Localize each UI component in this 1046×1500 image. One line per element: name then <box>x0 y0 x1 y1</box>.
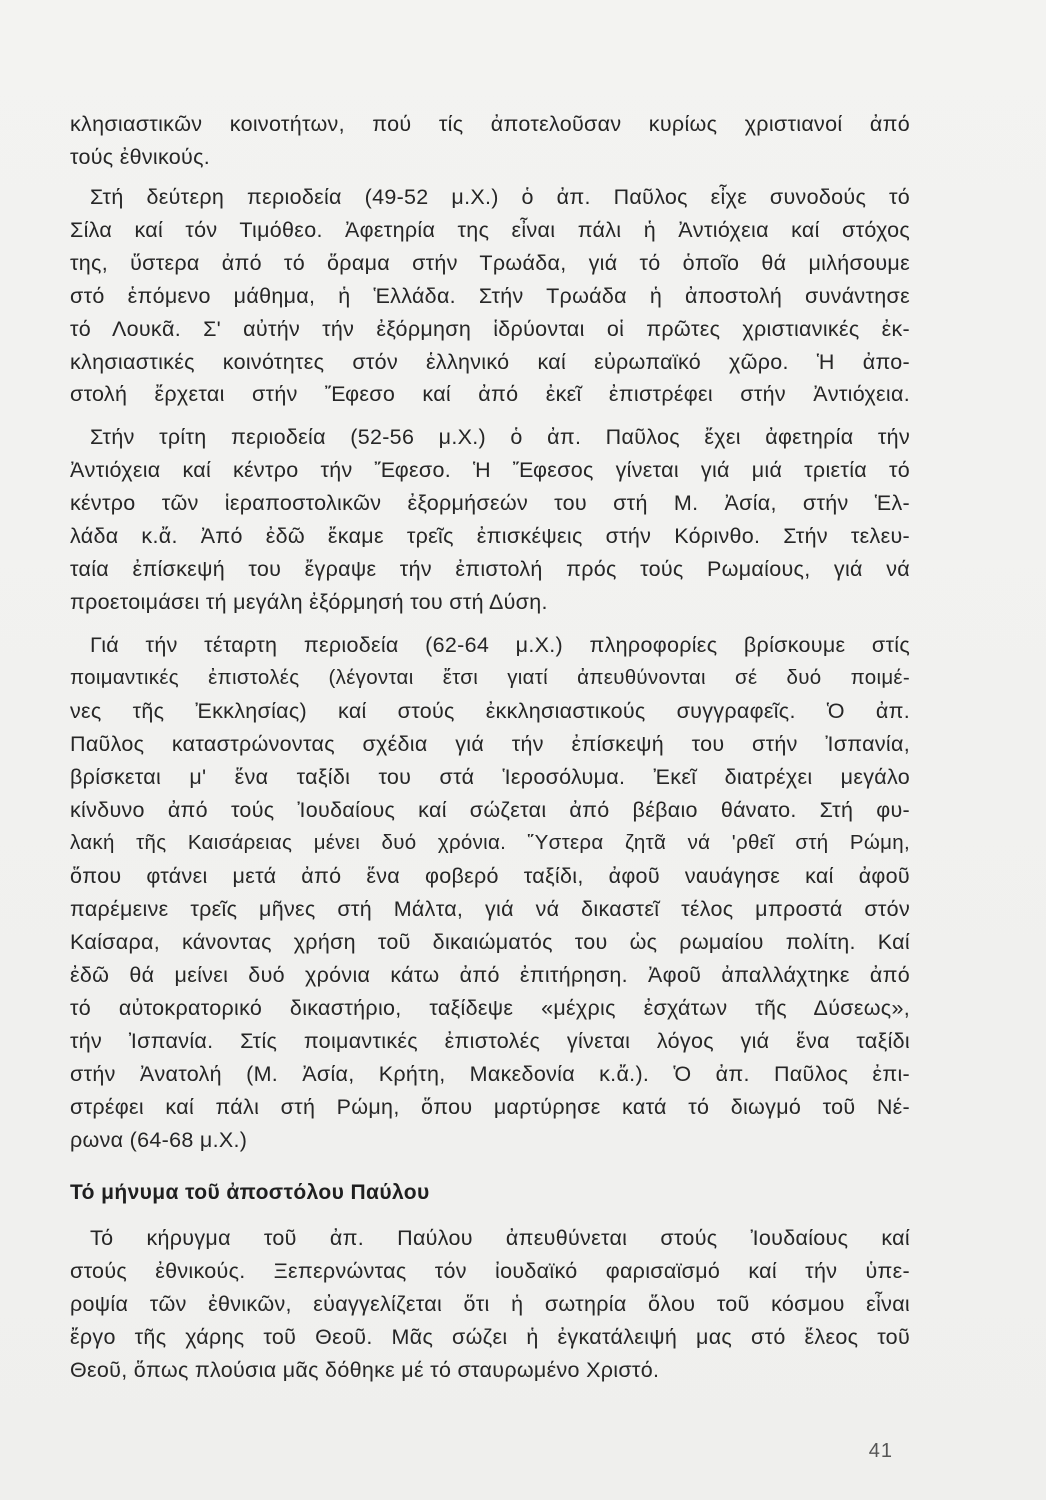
text-line: λακή τῆς Καισάρειας μένει δυό χρόνια. Ὕστερα ζητᾶ νά 'ρθεῖ στή Ρώμη, <box>70 831 910 854</box>
text-line: ποιμαντικές ἐπιστολές (λέγονται ἔτσι γιατί ἀπευθύνονται σέ δυό ποιμέ- <box>70 666 910 689</box>
text-line: τούς ἐθνικούς. <box>70 145 211 169</box>
page-number: 41 <box>868 1440 893 1462</box>
text-line: Σίλα καί τόν Τιμόθεο. Ἀφετηρία της εἶναι πάλι ἡ Ἀντιόχεια καί στόχος <box>70 218 910 242</box>
text-line: βρίσκεται μ' ἕνα ταξίδι του στά Ἱεροσόλυμα. Ἐκεῖ διατρέχει μεγάλο <box>70 765 910 789</box>
text-line: Ἀντιόχεια καί κέντρο τήν Ἔφεσο. Ἡ Ἔφεσος γίνεται γιά μιά τριετία τό <box>70 458 910 482</box>
text-line: τό αὐτοκρατορικό δικαστήριο, ταξίδεψε «μέχρις ἐσχάτων τῆς Δύσεως», <box>70 996 910 1020</box>
text-line: παρέμεινε τρεῖς μῆνες στή Μάλτα, γιά νά δικαστεῖ τέλος μπροστά στόν <box>70 897 910 921</box>
text-line: ταία ἐπίσκεψή του ἔγραψε τήν ἐπιστολή πρός τούς Ρωμαίους, γιά νά <box>70 557 910 581</box>
text-line: στρέφει καί πάλι στή Ρώμη, ὅπου μαρτύρησε κατά τό διωγμό τοῦ Νέ- <box>70 1095 910 1119</box>
text-line: νες τῆς Ἐκκλησίας) καί στούς ἐκκλησιαστικούς συγγραφεῖς. Ὁ ἀπ. <box>70 699 910 723</box>
text-line: προετοιμάσει τή μεγάλη ἐξόρμησή του στή Δύση. <box>70 590 548 614</box>
text-line: τήν Ἰσπανία. Στίς ποιμαντικές ἐπιστολές γίνεται λόγος γιά ἕνα ταξίδι <box>70 1029 910 1053</box>
text-line: λάδα κ.ἄ. Ἀπό ἐδῶ ἔκαμε τρεῖς ἐπισκέψεις στήν Κόρινθο. Στήν τελευ- <box>70 524 910 548</box>
text-line: ἐδῶ θά μείνει δυό χρόνια κάτω ἀπό ἐπιτήρηση. Ἀφοῦ ἀπαλλάχτηκε ἀπό <box>70 963 910 987</box>
text-line: στήν Ἀνατολή (Μ. Ἀσία, Κρήτη, Μακεδονία κ.ἄ.). Ὁ ἀπ. Παῦλος ἐπι- <box>70 1062 910 1086</box>
text-line: τό Λουκᾶ. Σ' αὐτήν τήν ἐξόρμηση ἱδρύονται οἱ πρῶτες χριστιανικές ἐκ- <box>70 317 910 341</box>
text-line: στολή ἔρχεται στήν Ἔφεσο καί ἀπό ἐκεῖ ἐπιστρέφει στήν Ἀντιόχεια. <box>70 382 910 406</box>
text-line: Καίσαρα, κάνοντας χρήση τοῦ δικαιώματός του ὡς ρωμαίου πολίτη. Καί <box>70 930 910 954</box>
text-line: στούς ἐθνικούς. Ξεπερνώντας τόν ἰουδαϊκό φαρισαϊσμό καί τήν ὑπε- <box>70 1259 910 1283</box>
text-line: ρωνα (64-68 μ.Χ.) <box>70 1128 248 1152</box>
text-line: Γιά τήν τέταρτη περιοδεία (62-64 μ.Χ.) πληροφορίες βρίσκουμε στίς <box>90 633 910 657</box>
text-line: κλησιαστικές κοινότητες στόν ἑλληνικό καί εὐρωπαϊκό χῶρο. Ἡ ἀπο- <box>70 350 910 374</box>
text-line: ὅπου φτάνει μετά ἀπό ἕνα φοβερό ταξίδι, ἀφοῦ ναυάγησε καί ἀφοῦ <box>70 864 910 888</box>
text-line: Παῦλος καταστρώνοντας σχέδια γιά τήν ἐπίσκεψή του στήν Ἰσπανία, <box>70 732 910 756</box>
text-line: στό ἑπόμενο μάθημα, ἡ Ἑλλάδα. Στήν Τρωάδα ἡ ἀποστολή συνάντησε <box>70 284 910 308</box>
text-line: Στήν τρίτη περιοδεία (52-56 μ.Χ.) ὁ ἀπ. Παῦλος ἔχει ἀφετηρία τήν <box>90 425 910 449</box>
text-line: κλησιαστικῶν κοινοτήτων, πού τίς ἀποτελοῦσαν κυρίως χριστιανοί ἀπό <box>70 112 910 136</box>
text-line: Στή δεύτερη περιοδεία (49-52 μ.Χ.) ὁ ἀπ. Παῦλος εἶχε συνοδούς τό <box>90 185 910 209</box>
text-line: κέντρο τῶν ἱεραποστολικῶν ἐξορμήσεών του στή Μ. Ἀσία, στήν Ἑλ- <box>70 491 910 515</box>
text-line: ἔργο τῆς χάρης τοῦ Θεοῦ. Μᾶς σώζει ἡ ἐγκατάλειψή μας στό ἔλεος τοῦ <box>70 1325 910 1349</box>
text-line: κίνδυνο ἀπό τούς Ἰουδαίους καί σώζεται ἀπό βέβαιο θάνατο. Στή φυ- <box>70 798 910 822</box>
text-line: της, ὕστερα ἀπό τό ὅραμα στήν Τρωάδα, γιά τό ὁποῖο θά μιλήσουμε <box>70 251 910 275</box>
text-line: ροψία τῶν ἐθνικῶν, εὐαγγελίζεται ὅτι ἡ σωτηρία ὅλου τοῦ κόσμου εἶναι <box>70 1292 910 1316</box>
section-heading: Τό μήνυμα τοῦ ἀποστόλου Παύλου <box>70 1181 430 1204</box>
text-line: Θεοῦ, ὅπως πλούσια μᾶς δόθηκε μέ τό σταυρωμένο Χριστό. <box>70 1358 660 1382</box>
text-line: Τό κήρυγμα τοῦ ἀπ. Παύλου ἀπευθύνεται στούς Ἰουδαίους καί <box>90 1226 910 1250</box>
